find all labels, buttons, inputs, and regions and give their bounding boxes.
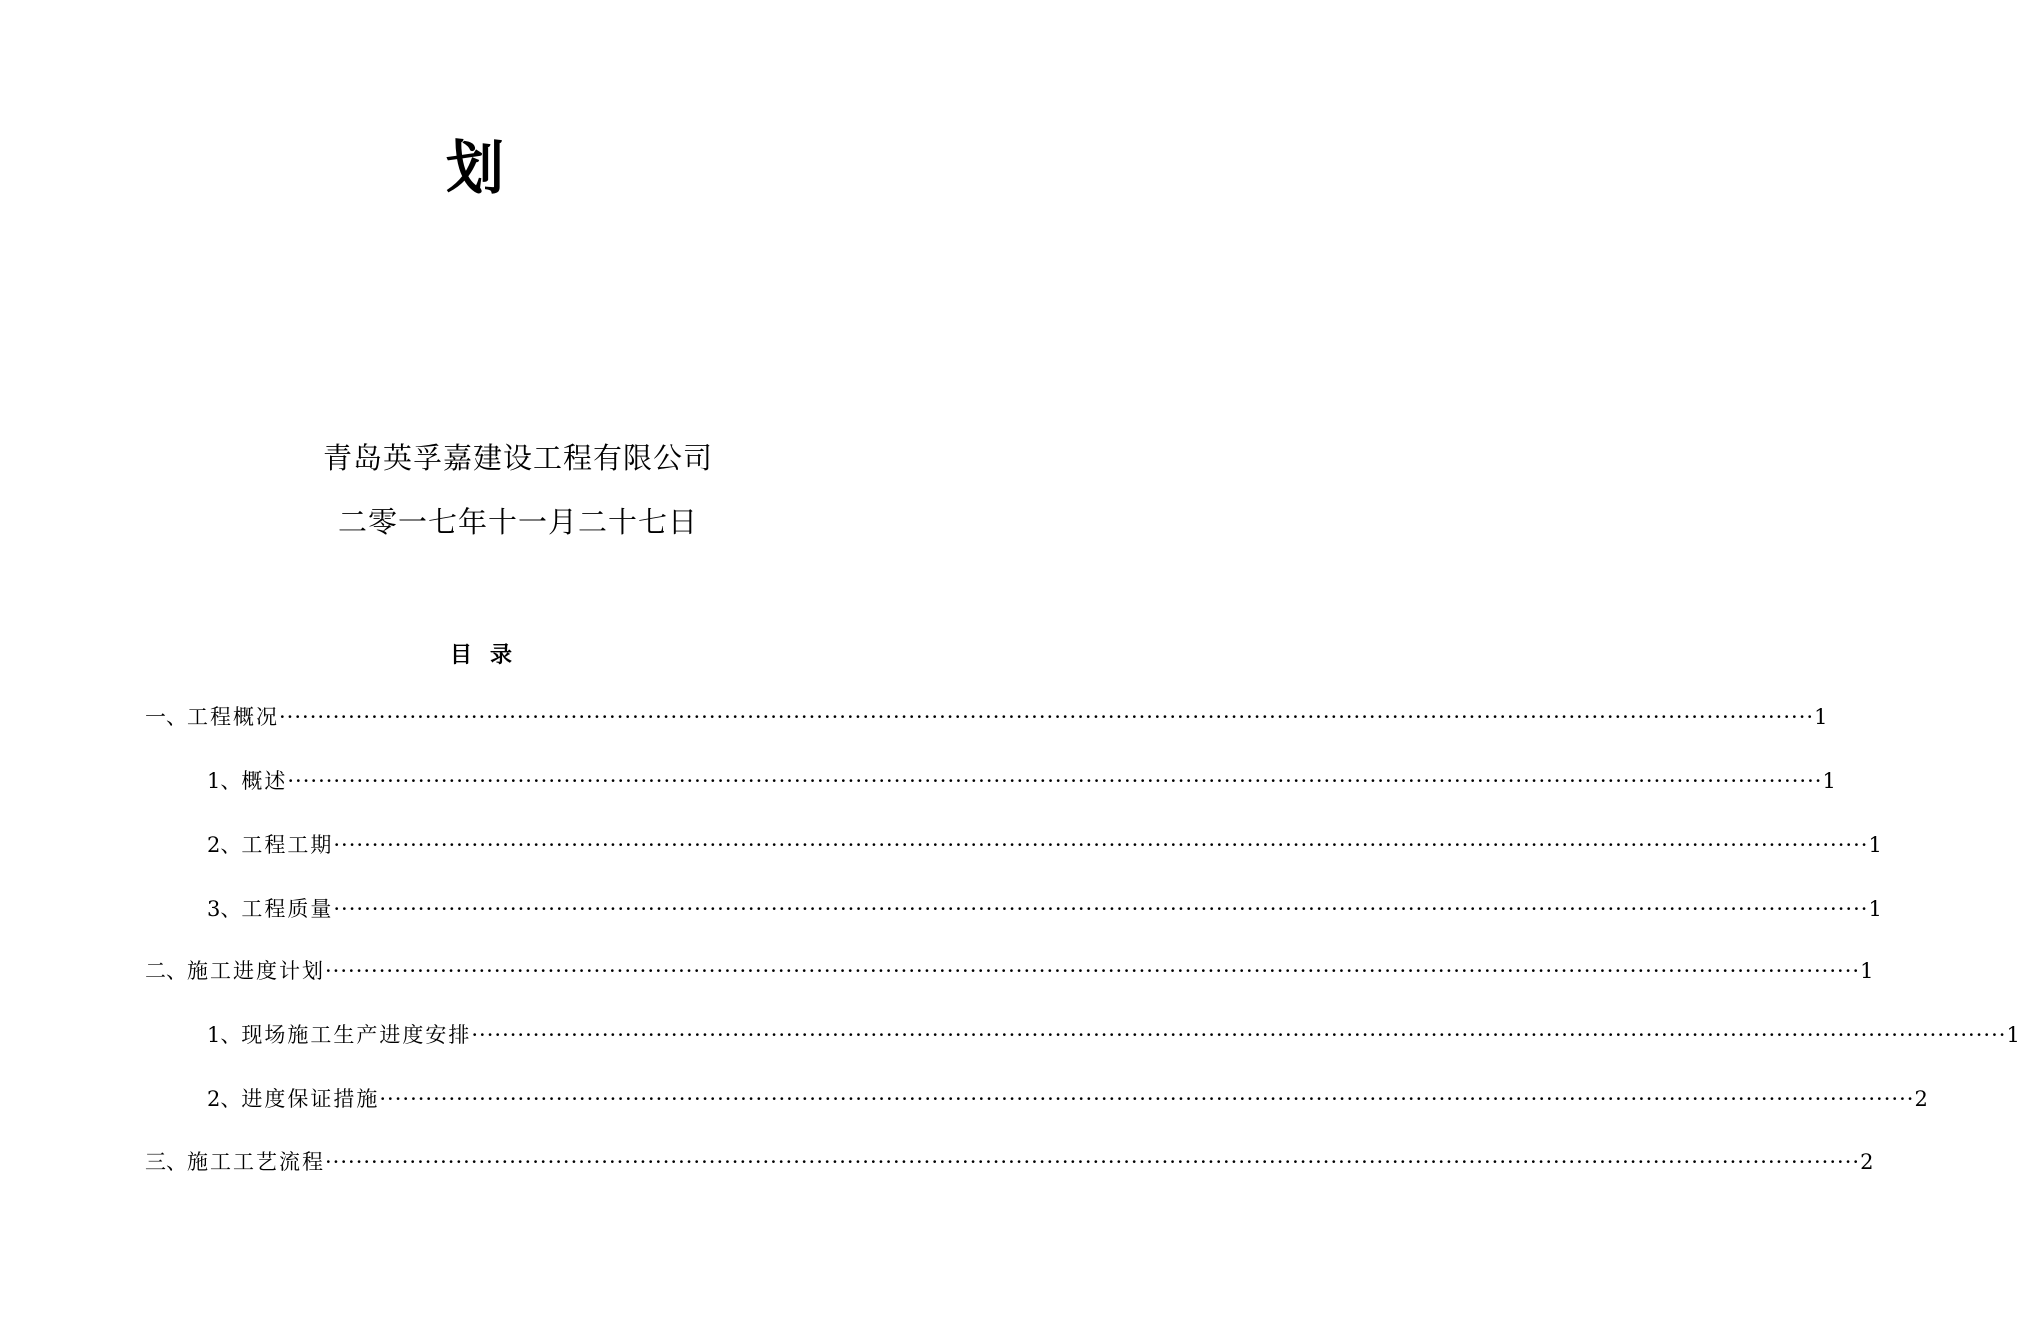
toc-entry-page: 1 [1822,769,1836,793]
toc-heading: 目录 [449,643,530,668]
toc-entry[interactable] [145,954,1874,988]
toc-entry-number: 二、 [145,959,187,983]
toc-leader-dots: ········································································································································································································ [287,769,1823,793]
toc-entry-label: 现场施工生产进度安排 [241,1023,472,1047]
toc-entry-page: 1 [1814,705,1828,729]
toc-entry-label: 工程质量 [241,897,334,921]
toc-entry[interactable] [207,892,1882,926]
toc-entry-page: 1 [1860,959,1874,983]
toc-entry-number: 2、 [207,1087,242,1111]
document-title: 划 [445,134,504,202]
toc-entry-label: 概述 [241,769,288,793]
toc-entry[interactable] [207,1082,1928,1116]
toc-leader-dots: ········································································································································································································ [325,1150,1861,1174]
toc-entry-page: 1 [2006,1023,2020,1047]
toc-entry-page: 2 [1860,1150,1874,1174]
toc-entry-number: 一、 [145,705,187,729]
toc-entry-page: 2 [1914,1087,1928,1111]
document-date: 二零一七年十一月二十七日 [337,505,698,539]
toc-leader-dots: ········································································································································································································ [325,959,1861,983]
toc-entry[interactable] [207,1018,2020,1052]
toc-leader-dots: ········································································································································································································ [333,833,1869,857]
toc-entry-number: 3、 [207,897,242,921]
toc-entry[interactable] [207,764,1836,798]
toc-entry[interactable] [145,1145,1874,1179]
company-name: 青岛英孚嘉建设工程有限公司 [322,441,713,475]
toc-entry[interactable] [207,828,1882,862]
toc-entry-number: 1、 [207,769,242,793]
toc-entry-number: 三、 [145,1150,187,1174]
toc-leader-dots: ········································································································································································································ [379,1087,1915,1111]
toc-leader-dots: ········································································································································································································ [279,705,1815,729]
toc-entry-label: 工程工期 [241,833,334,857]
toc-entry-label: 工程概况 [187,705,279,729]
toc-entry-number: 2、 [207,833,242,857]
toc-entry-number: 1、 [207,1023,242,1047]
toc-leader-dots: ········································································································································································································ [333,897,1869,921]
toc-entry-label: 进度保证措施 [241,1087,380,1111]
toc-entry-page: 1 [1868,897,1882,921]
toc-entry-label: 施工工艺流程 [187,1150,325,1174]
toc-leader-dots: ········································································································································································································ [471,1023,2007,1047]
toc-entry-label: 施工进度计划 [187,959,325,983]
toc-entry[interactable] [145,700,1828,734]
toc-entry-page: 1 [1868,833,1882,857]
